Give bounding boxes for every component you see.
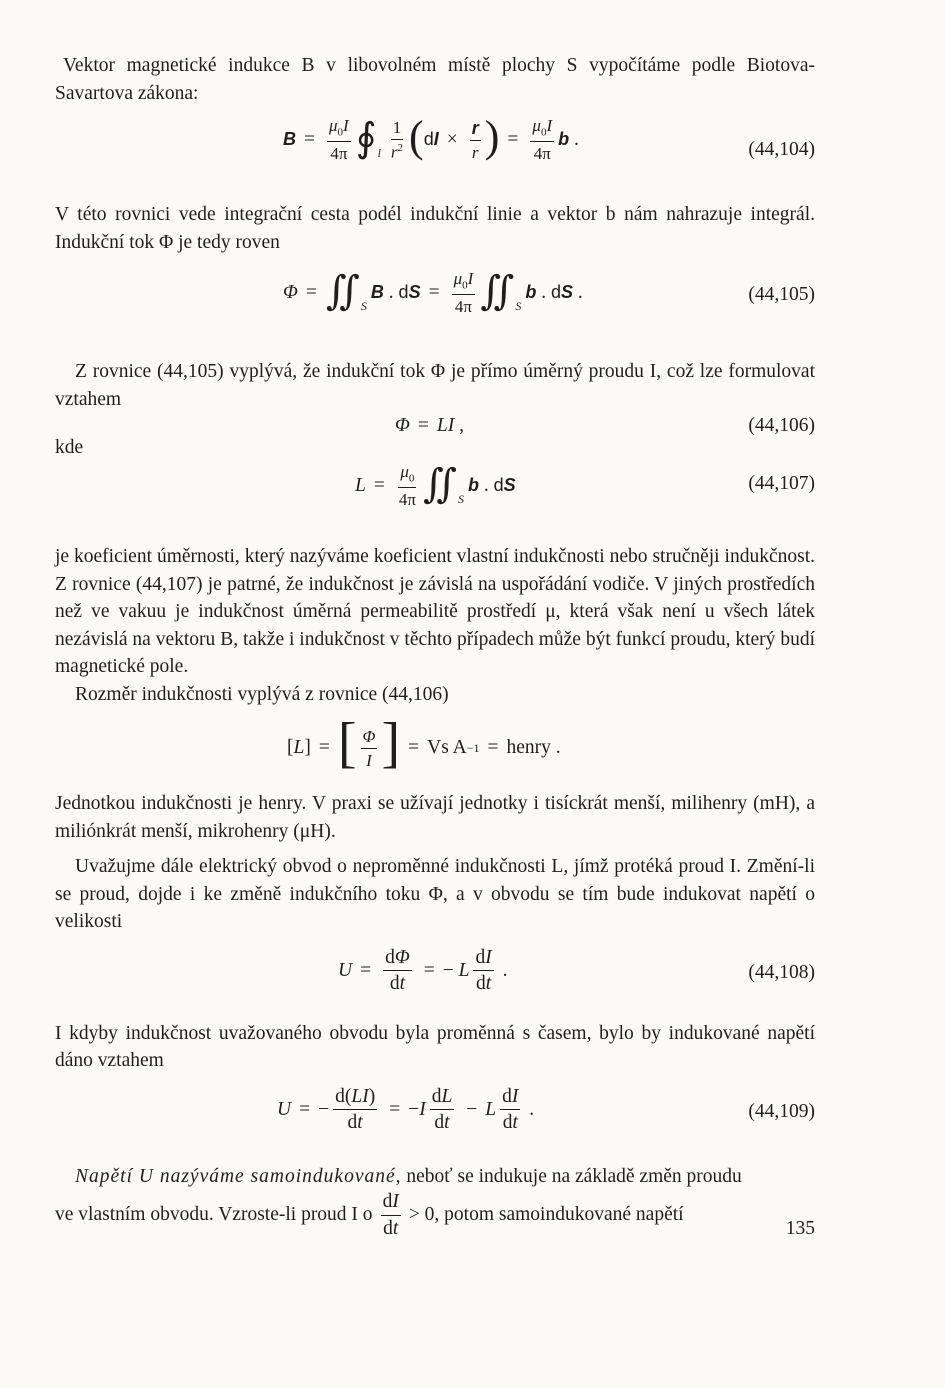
equation-body: Φ = LI ,	[395, 415, 464, 436]
paragraph-flux-proportional: Z rovnice (44,105) vyplývá, že indukční tok Φ je přímo úměrný proudu I, což lze formulovat vztahem	[55, 361, 815, 410]
paragraph-constant-inductance: Uvažujme dále elektrický obvod o neproměnné indukčnosti L, jímž protéká proud I. Změní-li se proud, dojde i ke změně indukčního toku Φ, a v obvodu se tím bude indukovat napětí o velikosti	[55, 856, 815, 932]
equation-dimension	[55, 708, 815, 790]
equation-number: (44,106)	[748, 415, 815, 436]
paragraph-integration-path: V této rovnici vede integrační cesta podél indukční linie a vektor b nám nahrazuje integrál. Indukční tok Φ je tedy roven	[55, 204, 815, 253]
equation-body: B = $\frac{\mu_0I}{4\pi}$ ∮ l $\frac{1}{r^2}$ ( d I × $\frac{r}{r}$ ) = $\frac{\mu_0I}{4\pi}$ b .	[283, 111, 579, 164]
paragraph-inductance-definition: je koeficient úměrnosti, který nazýváme koeficient vlastní indukčnosti nebo stručněji indukčnost. Z rovnice (44,107) je patrné, že indukčnost je závislá na uspořádání vodiče. V jiných prostředích než ve vakuu je indukčnost úměrná permeabilitě prostředí μ, která však není u všech látek nezávislá na vektoru B, takže i indukčnost v těchto případech může být funkcí proudu, který budí magnetické pole.	[55, 546, 815, 677]
page-content	[55, 52, 815, 1238]
paragraph-variable-inductance: I kdyby indukčnost uvažovaného obvodu byla proměnná s časem, bylo by indukované napětí dáno vztahem	[55, 1022, 815, 1071]
emphasis-self-induced: Napětí U nazýváme samoindukované,	[75, 1165, 402, 1187]
equation-body: L = $\frac{\mu_0}{4\pi}$ ∬ S b . d S	[355, 460, 516, 510]
equation-44-106	[55, 413, 815, 453]
equation-44-104	[55, 107, 815, 201]
paragraph-dimension: Rozměr indukčnosti vyplývá z rovnice (44,106)	[75, 683, 449, 705]
equation-body: U = − $\frac{d(LI)}{dt}$ = − I $\frac{dL}{dt}$ − L $\frac{dI}{dt}$ .	[277, 1085, 535, 1133]
equation-44-105	[55, 256, 815, 358]
text-part-a: ve vlastním obvodu. Vzroste-li proud I o	[55, 1204, 373, 1226]
inline-fraction: $\frac{dI}{dt}$	[382, 1191, 399, 1239]
paragraph-current-increase	[55, 1192, 815, 1238]
equation-44-107	[55, 437, 815, 543]
equation-number: (44,104)	[748, 139, 815, 160]
equation-body: U = $\frac{d\Phi}{dt}$ = − L $\frac{dI}{dt}$ .	[338, 946, 508, 994]
paragraph-self-induced	[55, 1163, 815, 1191]
equation-number: (44,109)	[748, 1100, 815, 1122]
text-continuation: neboť se indukuje na základě změn proudu	[401, 1165, 742, 1187]
paragraph-henry-unit: Jednotkou indukčnosti je henry. V praxi se užívají jednotky i tisíckrát menší, milihenry (mH), a miliónkrát menší, mikrohenry (μH).	[55, 793, 815, 842]
equation-body: [ L ] = [ $\frac{\Phi}{I}$ ] = Vs A −1 = henry .	[287, 712, 561, 774]
equation-number: (44,105)	[748, 284, 815, 305]
word-kde: kde	[55, 437, 84, 458]
equation-body: Φ = ∬ S B . d S = $\frac{\mu_0I}{4\pi}$ ∬ S b . d S .	[283, 267, 583, 317]
equation-44-109	[55, 1075, 815, 1163]
text-part-b: > 0, potom samoindukované napětí	[408, 1204, 684, 1226]
equation-44-108	[55, 936, 815, 1020]
equation-number: (44,108)	[748, 961, 815, 983]
page-number: 135	[785, 1218, 815, 1239]
paragraph-biot-savart: Vektor magnetické indukce B v libovolném místě plochy S vypočítáme podle Biotova-Savartova zákona:	[55, 55, 815, 104]
equation-number: (44,107)	[748, 473, 815, 494]
